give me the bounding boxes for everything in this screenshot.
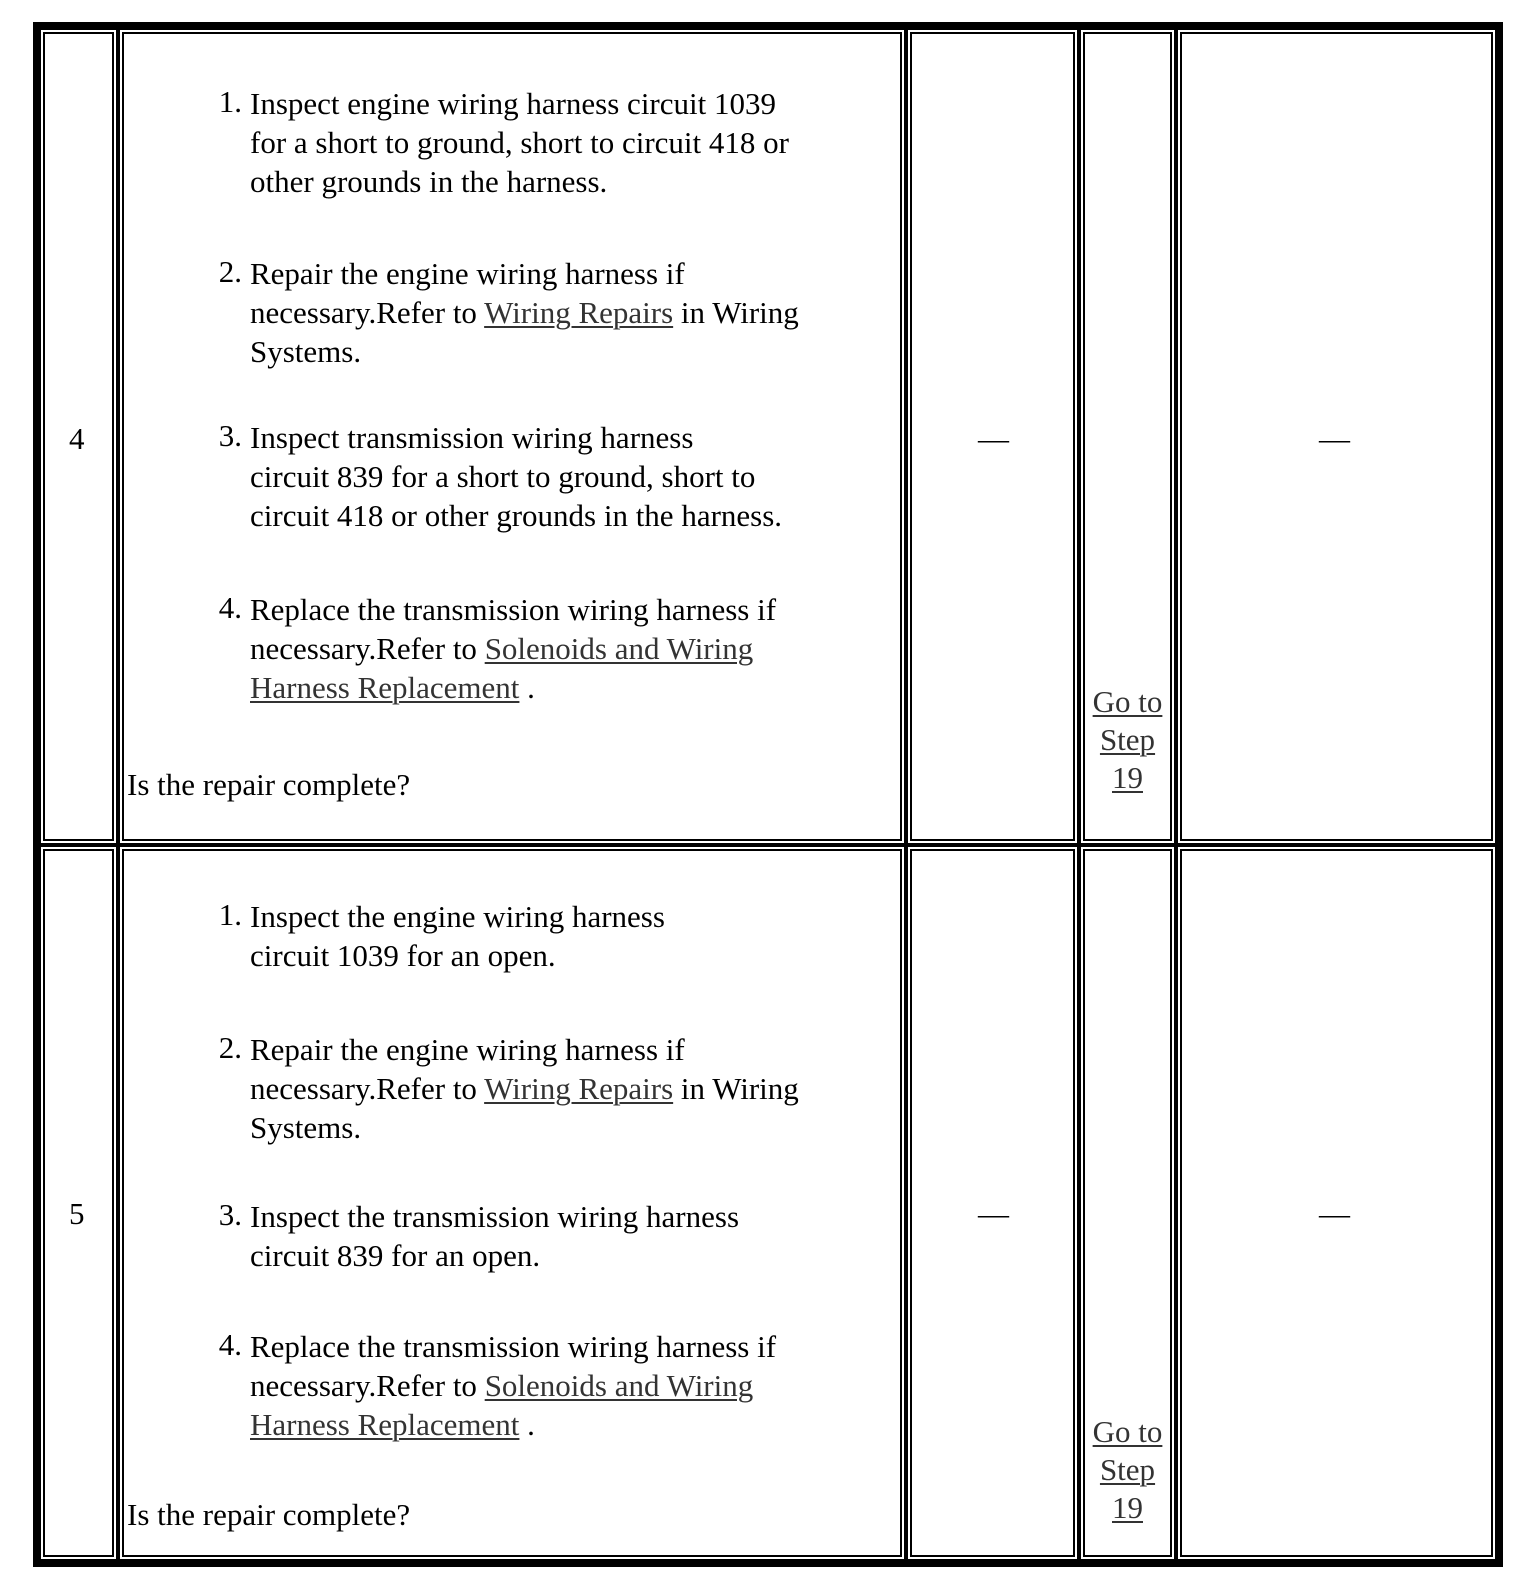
- solenoids-wiring-link[interactable]: Solenoids and Wiring: [484, 1368, 754, 1403]
- no-dash: —: [1319, 1196, 1350, 1231]
- no-dash: —: [1319, 421, 1350, 456]
- question-text: Is the repair complete?: [127, 1497, 411, 1532]
- wiring-repairs-link[interactable]: Wiring Repairs: [484, 1071, 674, 1106]
- harness-replacement-link[interactable]: Harness Replacement: [250, 1407, 520, 1442]
- goto-step-19-link[interactable]: Go to Step 19: [1092, 684, 1163, 795]
- value-dash: —: [978, 1196, 1009, 1231]
- goto-step-19-link[interactable]: Go to Step 19: [1092, 1414, 1163, 1525]
- step-number: 5: [69, 1196, 85, 1231]
- step-number: 4: [69, 421, 85, 456]
- question-text: Is the repair complete?: [127, 767, 411, 802]
- solenoids-wiring-link[interactable]: Solenoids and Wiring: [484, 631, 754, 666]
- harness-replacement-link[interactable]: Harness Replacement: [250, 670, 520, 705]
- value-dash: —: [978, 421, 1009, 456]
- wiring-repairs-link[interactable]: Wiring Repairs: [484, 295, 674, 330]
